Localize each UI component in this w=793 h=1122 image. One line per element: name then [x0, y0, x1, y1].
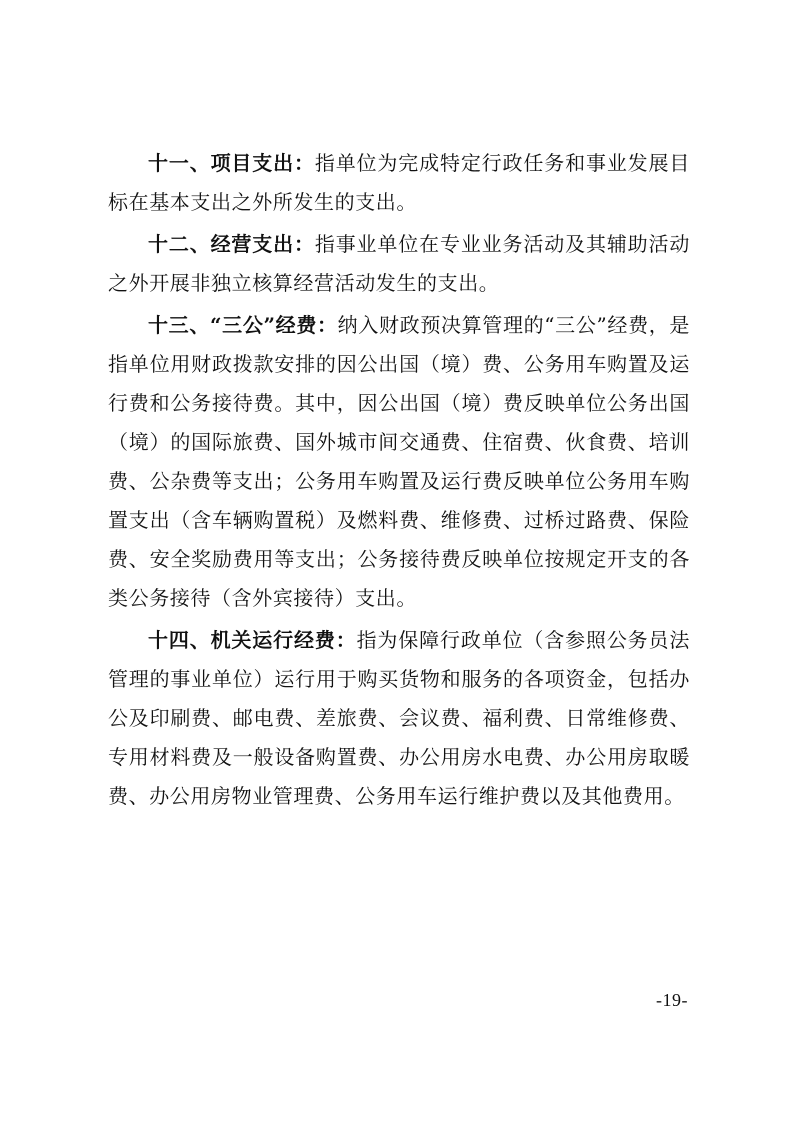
definition-paragraph-operating-expenditure: [108, 225, 690, 303]
definition-text: 指事业单位在专业业务活动及其辅助活动之外开展非独立核算经营活动发生的支出。: [108, 232, 690, 295]
definition-paragraph-agency-operating-funds: [108, 621, 690, 816]
document-body: [108, 144, 690, 819]
definition-term: 十四、机关运行经费：: [148, 628, 357, 652]
definition-text: 指为保障行政单位（含参照公务员法管理的事业单位）运行用于购买货物和服务的各项资金，包括办公及印刷费、邮电费、差旅费、会议费、福利费、日常维修费、专用材料费及一般设备购置费、办公用房水电费、办公用房取暖费、办公用房物业管理费、公务用车运行维护费以及其他费用。: [108, 628, 690, 808]
definition-term: 十一、项目支出：: [148, 151, 315, 175]
definition-paragraph-three-public-expenses: [108, 306, 690, 618]
page-number: -19-: [656, 990, 688, 1010]
definition-text: 纳入财政预决算管理的“三公”经费，是指单位用财政拨款安排的因公出国（境）费、公务用车购置及运行费和公务接待费。其中，因公出国（境）费反映单位公务出国（境）的国际旅费、国外城市间交通费、住宿费、伙食费、培训费、公杂费等支出；公务用车购置及运行费反映单位公务用车购置支出（含车辆购置税）及燃料费、维修费、过桥过路费、保险费、安全奖励费用等支出；公务接待费反映单位按规定开支的各类公务接待（含外宾接待）支出。: [108, 313, 690, 610]
definition-term: 十二、经营支出：: [148, 232, 315, 256]
definition-text: 指单位为完成特定行政任务和事业发展目标在基本支出之外所发生的支出。: [108, 151, 690, 214]
definition-paragraph-project-expenditure: [108, 144, 690, 222]
definition-term: 十三、“三公”经费：: [148, 313, 338, 337]
